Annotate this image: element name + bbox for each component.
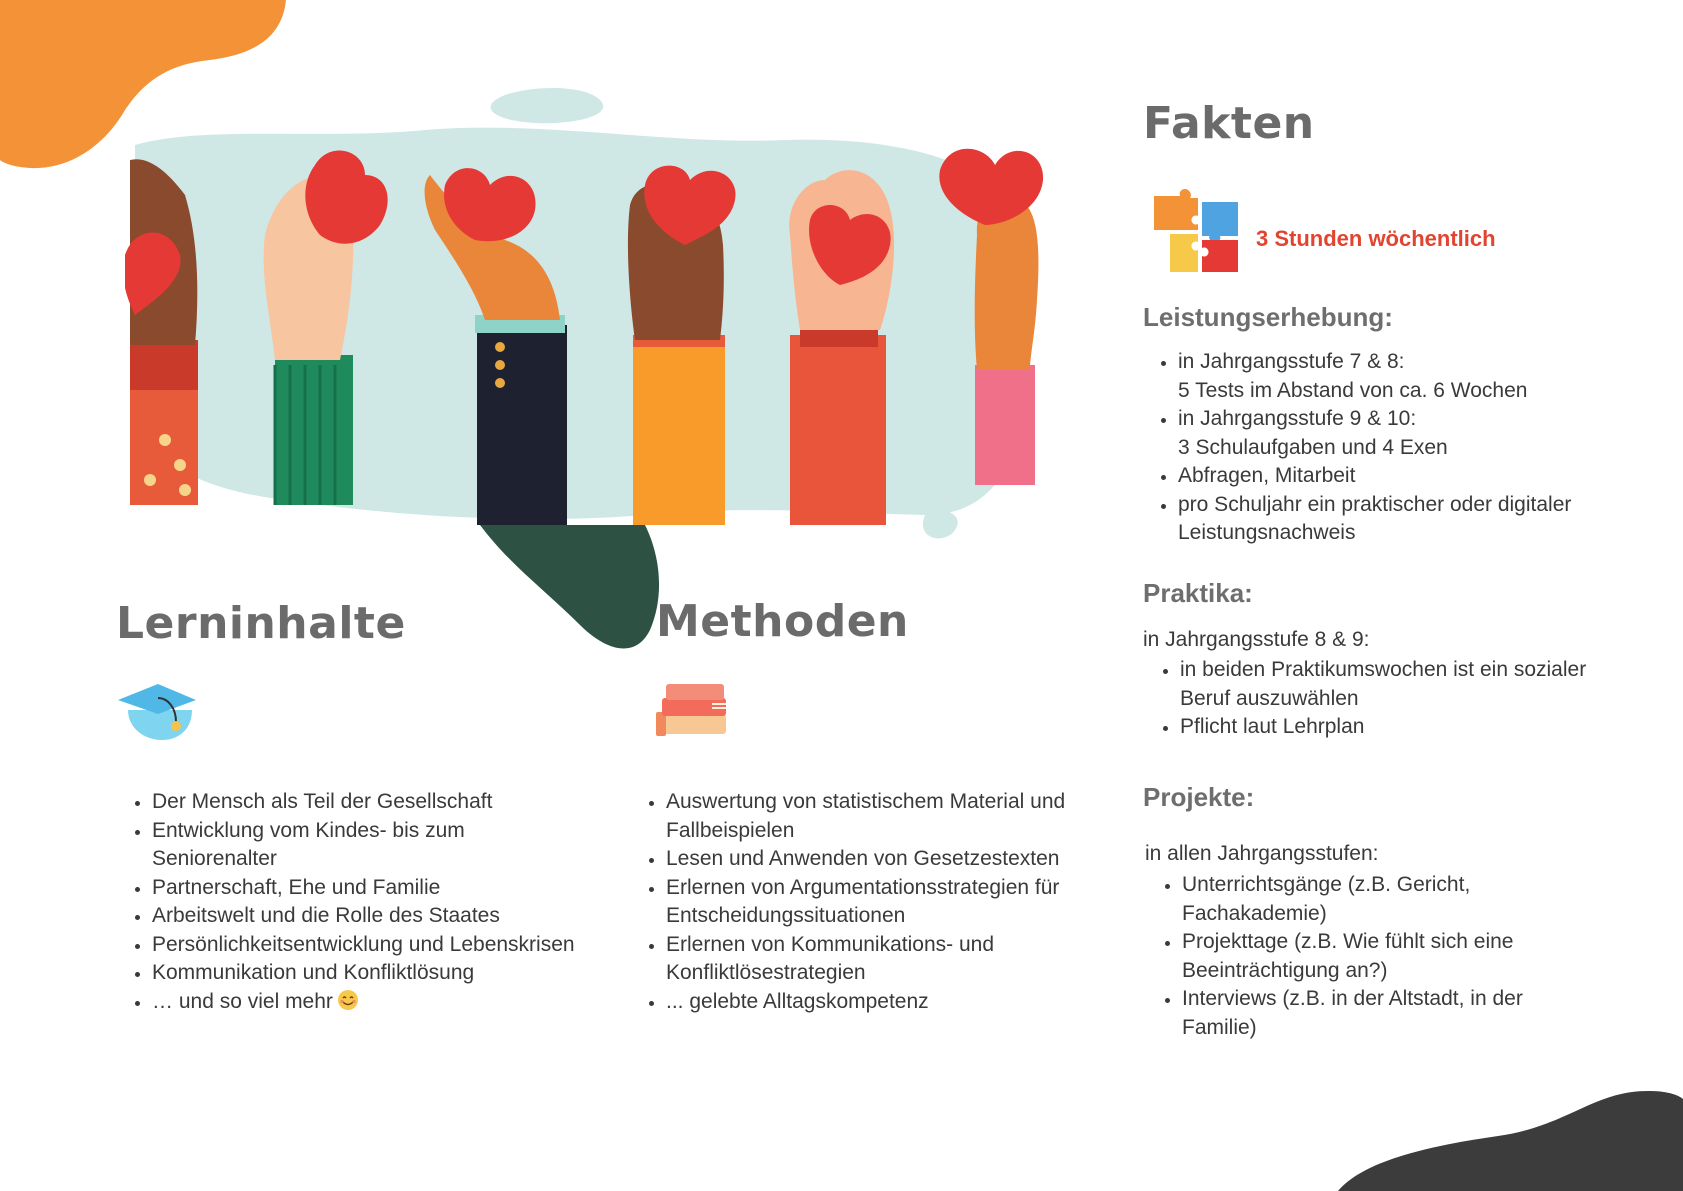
list-item: • Interviews (z.B. in der Altstadt, in der Familie) [1182, 985, 1602, 1042]
leistungserhebung-list [1142, 348, 1608, 548]
praktika-intro: in Jahrgangsstufe 8 & 9: [1143, 628, 1370, 651]
list-item-subtext: 5 Tests im Abstand von ca. 6 Wochen [1178, 378, 1528, 402]
list-item: • Erlernen von Kommunikations- und Konfliktlösestrategien [666, 931, 1096, 988]
list-item: • ... gelebte Alltagskompetenz [666, 988, 1096, 1017]
list-item: • Lesen und Anwenden von Gesetzestexten [666, 845, 1096, 874]
list-item [1178, 348, 1608, 405]
list-item: • Kommunikation und Konfliktlösung [152, 959, 582, 988]
stunden-text: 3 Stunden wöchentlich [1256, 226, 1496, 251]
lerninhalte-list [116, 788, 582, 1016]
praktika-heading: Praktika: [1143, 578, 1253, 608]
list-item: • Arbeitswelt und die Rolle des Staates [152, 902, 582, 931]
projekte-list [1146, 871, 1602, 1042]
projekte-heading: Projekte: [1143, 782, 1255, 812]
list-item: • Der Mensch als Teil der Gesellschaft [152, 788, 582, 817]
dark-corner-blob [1338, 1091, 1683, 1191]
list-item: • Pflicht laut Lehrplan [1180, 713, 1610, 742]
list-item: • Partnerschaft, Ehe und Familie [152, 874, 582, 903]
hands-hearts-illustration [125, 85, 1045, 655]
list-item: • Entwicklung vom Kindes- bis zum Seniorenalter [152, 817, 582, 874]
list-item [152, 988, 582, 1017]
projekte-intro: in allen Jahrgangsstufen: [1145, 842, 1379, 865]
list-item [1178, 405, 1608, 462]
list-item: • Auswertung von statistischem Material und Fallbeispielen [666, 788, 1096, 845]
list-item: • Unterrichtsgänge (z.B. Gericht, Fachakademie) [1182, 871, 1602, 928]
methoden-list [630, 788, 1096, 1016]
books-icon [652, 680, 732, 740]
methoden-title: Methoden [656, 596, 909, 647]
list-item-text: in Jahrgangsstufe 7 & 8: [1178, 350, 1405, 373]
praktika-list [1144, 656, 1610, 742]
list-item: • Erlernen von Argumentationsstrategien für Entscheidungssituationen [666, 874, 1096, 931]
list-item-subtext: 3 Schulaufgaben und 4 Exen [1178, 435, 1448, 459]
list-item: • Persönlichkeitsentwicklung und Lebenskrisen [152, 931, 582, 960]
list-item: • pro Schuljahr ein praktischer oder digitaler Leistungsnachweis [1178, 491, 1608, 548]
list-item: • in beiden Praktikumswochen ist ein sozialer Beruf auszuwählen [1180, 656, 1610, 713]
puzzle-icon [1150, 186, 1246, 282]
lerninhalte-title: Lerninhalte [116, 598, 406, 649]
graduation-cap-icon [116, 680, 198, 744]
list-item: • Abfragen, Mitarbeit [1178, 462, 1608, 491]
list-item: • Projekttage (z.B. Wie fühlt sich eine Beeinträchtigung an?) [1182, 928, 1602, 985]
list-item-text: … und so viel mehr [152, 989, 333, 1013]
leistungserhebung-heading: Leistungserhebung: [1143, 302, 1393, 332]
fakten-title: Fakten [1143, 98, 1315, 149]
list-item-text: in Jahrgangsstufe 9 & 10: [1178, 407, 1417, 430]
smiling-face-icon [337, 989, 359, 1011]
